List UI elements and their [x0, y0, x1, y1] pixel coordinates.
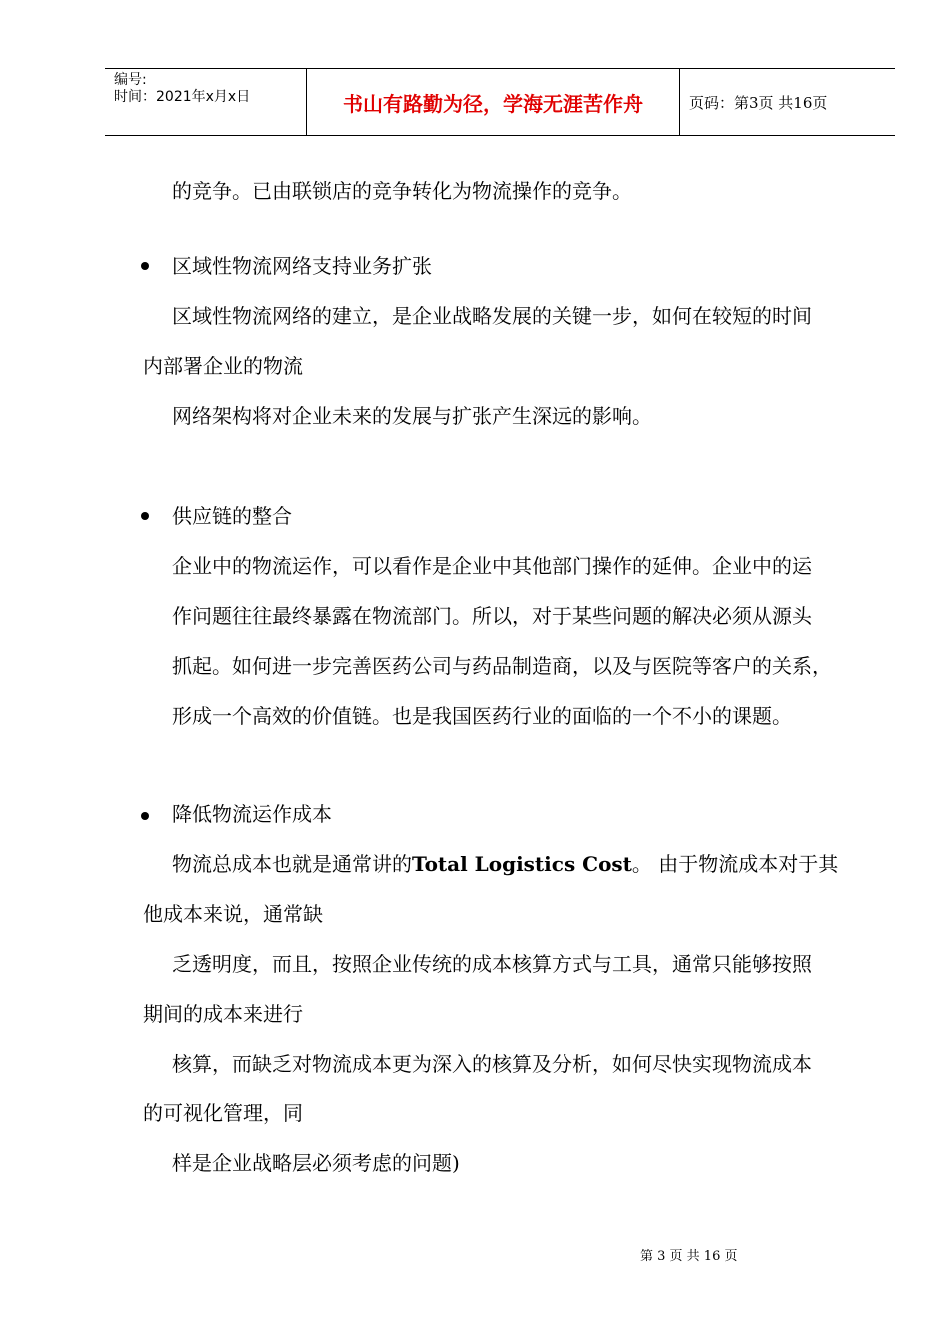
- paragraph-line: 的可视化管理，同: [143, 1101, 303, 1125]
- paragraph-line: 乏透明度，而且，按照企业传统的成本核算方式与工具，通常只能够按照: [172, 952, 812, 976]
- paragraph-line: [172, 851, 838, 877]
- paragraph-line: 企业中的物流运作，可以看作是企业中其他部门操作的延伸。企业中的运: [172, 554, 812, 578]
- paragraph-line: 抓起。如何进一步完善医药公司与药品制造商，以及与医院等客户的关系，: [172, 654, 832, 678]
- bullet-icon: [141, 812, 149, 820]
- text-segment: 。 由于物流成本对于其: [631, 852, 839, 876]
- paragraph-line: 内部署企业的物流: [143, 354, 303, 378]
- paragraph-line: 形成一个高效的价值链。也是我国医药行业的面临的一个不小的课题。: [172, 704, 792, 728]
- text-segment: 物流总成本也就是通常讲的: [172, 852, 412, 876]
- section-heading: 区域性物流网络支持业务扩张: [172, 254, 432, 278]
- paragraph-line: 样是企业战略层必须考虑的问题): [172, 1151, 460, 1175]
- code-label: 编号:: [114, 72, 147, 88]
- header-table: [105, 68, 895, 136]
- time-label: 时间：2021年x月x日: [114, 89, 251, 105]
- bullet-icon: [141, 262, 149, 270]
- header-motto-cell: [307, 69, 680, 135]
- paragraph-line: 期间的成本来进行: [143, 1002, 303, 1026]
- page-info: 页码：第3页 共16页: [689, 93, 828, 112]
- header-meta: [105, 69, 307, 135]
- paragraph-line: 网络架构将对企业未来的发展与扩张产生深远的影响。: [172, 404, 652, 428]
- header-page-info: [680, 69, 895, 135]
- paragraph-line: 他成本来说，通常缺: [143, 902, 323, 926]
- motto: 书山有路勤为径，学海无涯苦作舟: [343, 91, 643, 116]
- term-total-logistics-cost: Total Logistics Cost: [412, 852, 632, 876]
- bullet-icon: [141, 512, 149, 520]
- paragraph-line: 区域性物流网络的建立，是企业战略发展的关键一步，如何在较短的时间: [172, 304, 812, 328]
- paragraph-line: 作问题往往最终暴露在物流部门。所以，对于某些问题的解决必须从源头: [172, 604, 812, 628]
- page-footer: 第 3 页 共 16 页: [640, 1249, 738, 1264]
- section-heading: 降低物流运作成本: [172, 802, 332, 826]
- paragraph-line: 核算，而缺乏对物流成本更为深入的核算及分析，如何尽快实现物流成本: [172, 1052, 812, 1076]
- paragraph-line: 的竞争。已由联锁店的竞争转化为物流操作的竞争。: [172, 179, 632, 203]
- section-heading: 供应链的整合: [172, 504, 292, 528]
